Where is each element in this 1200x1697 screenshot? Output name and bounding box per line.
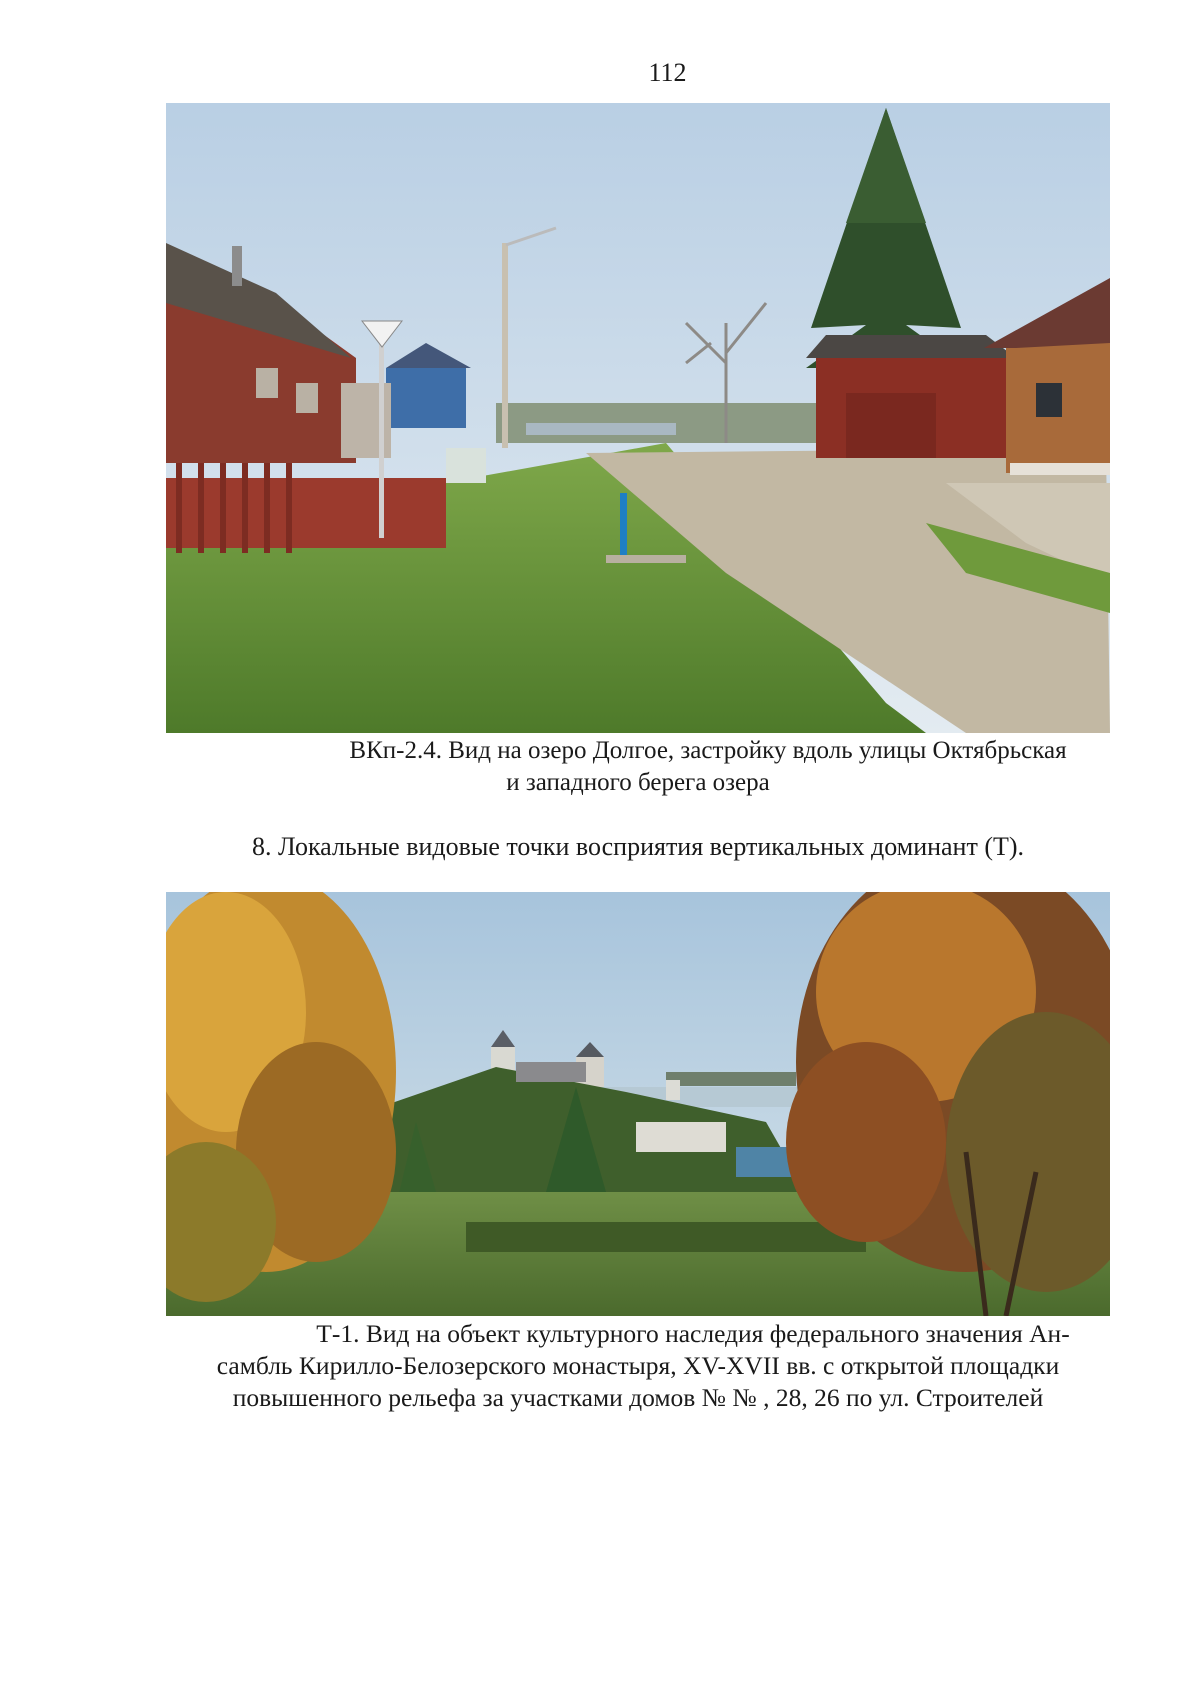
figure-2-caption-line-3: повышенного рельефа за участками домов № № , 28, 26 по ул. Строителей [232,1383,1044,1412]
figure-1-caption-line-2: и западного берега озера [506,769,770,796]
figure-2-caption-line-2: самбль Кирилло-Белозерского монастыря, XV-XVII вв. с открытой площадки [216,1351,1060,1380]
figure-2-caption-line-1: Т-1. Вид на объект культурного наследия федерального значения Ан- [316,1319,1070,1348]
monastery-view-photo [166,892,1110,1316]
page-number: 112 [648,58,687,87]
figure-1-caption [166,735,1110,799]
figure-2-caption [166,1318,1110,1414]
section-heading: 8. Локальные видовые точки восприятия вертикальных доминант (Т). [251,832,1025,861]
village-street-photo [166,103,1110,733]
figure-1-caption-line-1: ВКп-2.4. Вид на озеро Долгое, застройку вдоль улицы Октябрьская [349,737,1067,764]
